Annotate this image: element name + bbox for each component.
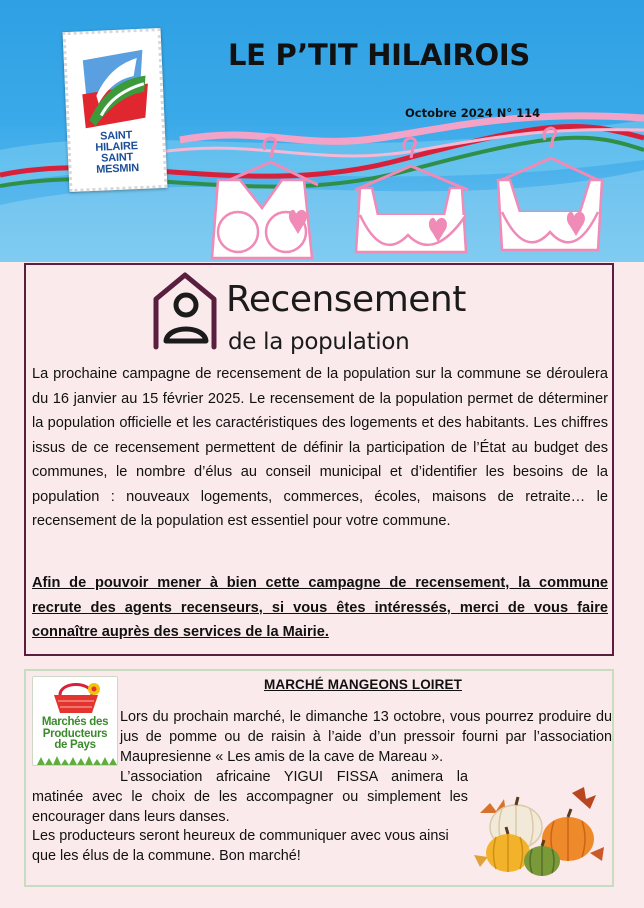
town-line: HILAIRE [95,140,139,154]
pumpkins-icon [472,783,608,879]
town-flag-icon [72,47,160,137]
census-body: La prochaine campagne de recensement de la population sur la commune se déroulera du 16 janvier au 15 février 2025. Le recensement de la population permet de déterminer la population officielle et les caractéristiques des logements et des habitants. Les chiffres issus de ce recensement permettent de définir la participation de l’État au budget des communes, le nombre d’élus au conseil municipal et d’identifier les besoins de la population : nouveaux logements, commerces, écoles, maisons de retraite… le recensement de la population est essentiel pour votre commune. [32,366,608,529]
basket-icon [50,681,102,717]
market-section [24,669,614,887]
market-logo-line: Producteurs [42,727,108,740]
market-paragraph-1: Lors du prochain marché, le dimanche 13 octobre, vous pourrez produire du jus de pomme ou de raisin à l’aide d’un pressoir fourni par l’association Maupresienne « Les amis de la cave de Mareau ». [120,709,612,765]
town-line: MESMIN [95,162,140,176]
census-logo-subtitle: de la population [228,329,410,355]
census-section [24,263,614,656]
market-logo-line: Marchés des [41,716,109,728]
market-title: MARCHÉ MANGEONS LOIRET [264,677,462,692]
town-line: SAINT [99,129,133,143]
market-paragraph-2-text: L’association africaine YIGUI FISSA animera la matinée avec le choix de les accompagner ou simplement les encourager dans leurs danses. [32,769,468,825]
house-person-icon [150,269,220,351]
town-name [70,129,164,177]
newsletter-title: LE P’TIT HILAIROIS [228,38,530,72]
header-banner [0,0,644,262]
grass-icon [33,755,119,765]
town-line: SAINT [100,151,134,165]
issue-number: Octobre 2024 N° 114 [405,106,541,120]
market-paragraph-3: Les producteurs seront heureux de communiquer avec vous ainsi que les élus de la commune. Bon marché! [32,828,449,864]
census-logo-title: Recensement [226,279,466,320]
market-paragraph-2 [32,767,468,827]
producers-market-logo [32,676,118,766]
town-logo [63,28,168,192]
census-logo [150,269,496,355]
market-logo-text [33,717,117,752]
census-call-to-action: Afin de pouvoir mener à bien cette campagne de recensement, la commune recrute des agents recenseurs, si vous êtes intéressés, merci de vous faire connaître auprès des services de la Mairie. [32,575,608,640]
market-logo-line: de Pays [54,739,96,751]
